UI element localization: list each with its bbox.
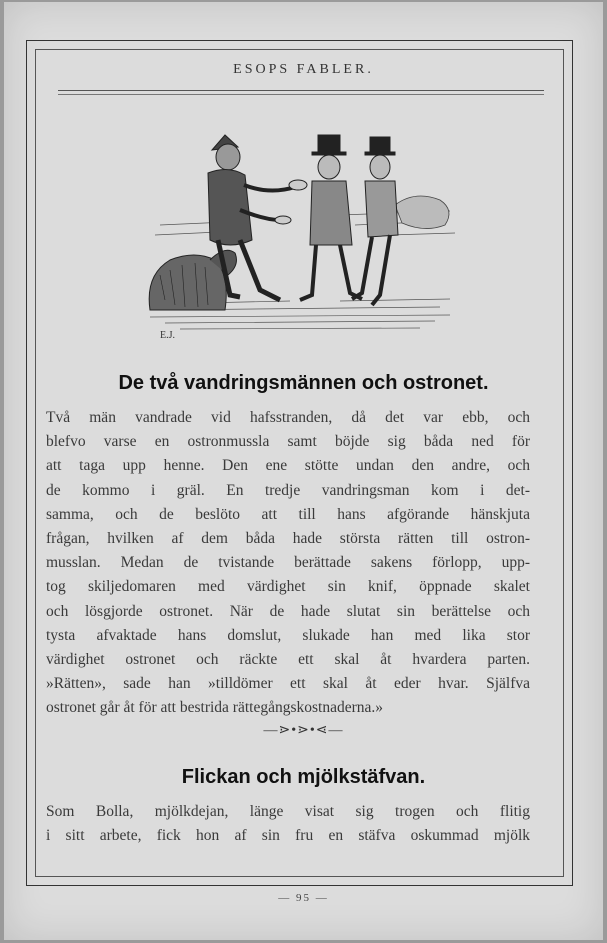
text-line: i sitt arbete, fick hon af sin fru en stäfva oskummad mjölk <box>46 827 530 845</box>
page-number: — 95 — <box>278 892 329 904</box>
fable-title-oyster: De två vandringsmännen och ostronet. <box>118 372 489 394</box>
fable-body-milkmaid <box>46 800 530 850</box>
rock <box>395 196 449 229</box>
text-line: frågan, hvilken af dem båda hade största rätten till ostron- <box>46 530 530 548</box>
text-line: värdighet ostronet och räckte ett skal åt hvardera parten. <box>46 651 530 669</box>
fable-title-milkmaid: Flickan och mjölkstäfvan. <box>181 766 426 788</box>
running-header: ESOPS FABLER. <box>233 62 374 77</box>
text-line: tysta afvaktade hans domslut, slukade han med lika stor <box>46 626 530 644</box>
text-line: Två män vandrade vid hafsstranden, då det var ebb, och <box>46 409 530 426</box>
fable-illustration <box>140 125 470 345</box>
section-ornament: —⋗•⋗•⋖— <box>263 723 344 738</box>
text-line: tog skiljedomaren med värdighet sin knif, öppnade skalet <box>46 578 530 596</box>
gentleman-figure-2 <box>352 137 398 305</box>
text-line: att taga upp henne. Den ene stötte undan den andre, och <box>46 457 530 475</box>
illustrator-signature: E.J. <box>160 330 175 341</box>
fable-body-oyster <box>46 406 530 721</box>
text-line: samma, och de beslöto att till hans afgörande hänskjuta <box>46 505 530 523</box>
text-line: de kommo i gräl. En tredje vandringsman kom i det- <box>46 481 530 499</box>
text-line: Som Bolla, mjölkdejan, länge visat sig trogen och flitig <box>46 803 530 820</box>
gentleman-figure-1 <box>300 135 362 300</box>
text-line: och lösgjorde ostronet. När de hade slutat sin berättelse och <box>46 602 530 620</box>
header-rule <box>58 90 544 95</box>
text-line: ostronet går åt för att bestrida rättegångskostnaderna.» <box>46 699 384 717</box>
text-line: »Rätten», sade han »tilldömer ett skal åt eder hvar. Själfva <box>46 675 530 693</box>
text-line: musslan. Medan de tvistande berättade sakens förlopp, upp- <box>46 554 530 572</box>
text-line: blefvo varse en ostronmussla samt böjde sig båda ned för <box>46 433 530 451</box>
